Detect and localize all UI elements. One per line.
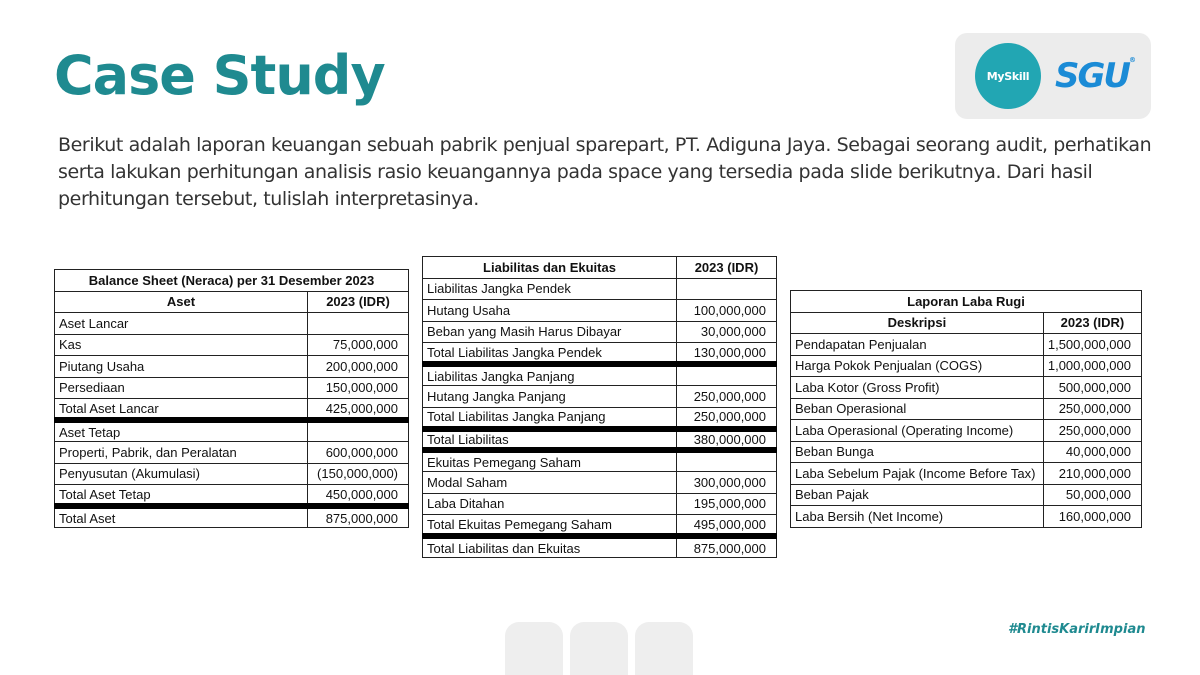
table-row (423, 515, 777, 537)
row-label: Persediaan (55, 377, 308, 399)
table-row (55, 356, 409, 378)
table-row (55, 442, 409, 464)
row-value: 500,000,000 (1043, 377, 1141, 399)
table-row (423, 407, 777, 429)
table-row (423, 321, 777, 343)
row-value: 1,000,000,000 (1043, 355, 1141, 377)
row-label: Piutang Usaha (55, 356, 308, 378)
row-label: Harga Pokok Penjualan (COGS) (791, 355, 1044, 377)
row-label: Ekuitas Pemegang Saham (423, 450, 677, 472)
table-row (423, 450, 777, 472)
row-value: 250,000,000 (1043, 420, 1141, 442)
table-row (55, 334, 409, 356)
row-label: Liabilitas Jangka Panjang (423, 364, 677, 386)
row-value: 150,000,000 (308, 377, 409, 399)
row-value: 200,000,000 (308, 356, 409, 378)
table-row (423, 300, 777, 322)
table-row (791, 420, 1142, 442)
table-row (423, 364, 777, 386)
balance-sheet-title: Balance Sheet (Neraca) per 31 Desember 2023 (55, 270, 409, 292)
row-label: Total Aset (55, 506, 308, 528)
row-label: Hutang Usaha (423, 300, 677, 322)
table-row (791, 377, 1142, 399)
column-header-year: 2023 (IDR) (677, 257, 777, 279)
intro-paragraph: Berikut adalah laporan keuangan sebuah pabrik penjual sparepart, PT. Adiguna Jaya. Sebagai seorang audit, perhatikan serta lakukan perhitungan analisis rasio keuangannya pada space yang tersedia pada slide berikutnya. Dari hasil perhitungan tersebut, tulislah interpretasinya. (58, 134, 1152, 210)
table-row (423, 386, 777, 408)
table-row (423, 493, 777, 515)
row-label: Laba Ditahan (423, 493, 677, 515)
column-header-aset: Aset (55, 291, 308, 313)
row-label: Properti, Pabrik, dan Peralatan (55, 442, 308, 464)
row-label: Liabilitas Jangka Pendek (423, 278, 677, 300)
row-value (308, 420, 409, 442)
logo-panel (955, 33, 1151, 119)
row-value: 100,000,000 (677, 300, 777, 322)
row-value: (150,000,000) (308, 463, 409, 485)
row-value: 875,000,000 (308, 506, 409, 528)
row-label: Beban Bunga (791, 441, 1044, 463)
row-label: Laba Bersih (Net Income) (791, 506, 1044, 528)
row-label: Total Liabilitas (423, 429, 677, 451)
table-row (791, 506, 1142, 528)
liabilities-equity-table (422, 256, 777, 558)
table-row (791, 484, 1142, 506)
table-row (55, 399, 409, 421)
row-label: Laba Kotor (Gross Profit) (791, 377, 1044, 399)
row-value: 250,000,000 (677, 407, 777, 429)
row-label: Total Liabilitas Jangka Pendek (423, 343, 677, 365)
row-label: Laba Sebelum Pajak (Income Before Tax) (791, 463, 1044, 485)
row-label: Modal Saham (423, 472, 677, 494)
row-value: 195,000,000 (677, 493, 777, 515)
table-row (55, 506, 409, 528)
table-row (55, 313, 409, 335)
table-row (423, 472, 777, 494)
row-label: Beban Operasional (791, 398, 1044, 420)
table-row (423, 278, 777, 300)
myskill-logo: MySkill (975, 43, 1041, 109)
row-value: 875,000,000 (677, 536, 777, 558)
row-label: Total Liabilitas dan Ekuitas (423, 536, 677, 558)
row-label: Total Ekuitas Pemegang Saham (423, 515, 677, 537)
table-row (791, 441, 1142, 463)
column-header-deskripsi: Deskripsi (791, 312, 1044, 334)
row-value: 450,000,000 (308, 485, 409, 507)
row-label: Beban yang Masih Harus Dibayar (423, 321, 677, 343)
row-value: 160,000,000 (1043, 506, 1141, 528)
table-row (791, 398, 1142, 420)
row-label: Aset Tetap (55, 420, 308, 442)
row-value: 495,000,000 (677, 515, 777, 537)
row-label: Pendapatan Penjualan (791, 334, 1044, 356)
table-row (791, 463, 1142, 485)
row-label: Beban Pajak (791, 484, 1044, 506)
table-row (55, 485, 409, 507)
column-header-year: 2023 (IDR) (1043, 312, 1141, 334)
table-row (423, 429, 777, 451)
row-label: Hutang Jangka Panjang (423, 386, 677, 408)
table-row (55, 463, 409, 485)
hashtag-label: #RintisKarirImpian (1008, 622, 1146, 637)
balance-sheet-table (54, 269, 409, 528)
table-row (55, 377, 409, 399)
row-value: 130,000,000 (677, 343, 777, 365)
row-value: 50,000,000 (1043, 484, 1141, 506)
row-value: 600,000,000 (308, 442, 409, 464)
row-value: 40,000,000 (1043, 441, 1141, 463)
row-label: Total Aset Lancar (55, 399, 308, 421)
slide-title: Case Study (54, 44, 385, 107)
row-value: 425,000,000 (308, 399, 409, 421)
row-label: Laba Operasional (Operating Income) (791, 420, 1044, 442)
decorative-tab (505, 622, 563, 675)
sgu-logo: SGU® (1055, 56, 1135, 96)
row-value: 380,000,000 (677, 429, 777, 451)
row-label: Total Aset Tetap (55, 485, 308, 507)
row-value: 75,000,000 (308, 334, 409, 356)
table-row (423, 536, 777, 558)
row-value: 30,000,000 (677, 321, 777, 343)
row-label: Aset Lancar (55, 313, 308, 335)
decorative-tab (635, 622, 693, 675)
decorative-tab (570, 622, 628, 675)
column-header-liabilitas: Liabilitas dan Ekuitas (423, 257, 677, 279)
column-header-year: 2023 (IDR) (308, 291, 409, 313)
row-value: 300,000,000 (677, 472, 777, 494)
row-value (308, 313, 409, 335)
row-value (677, 278, 777, 300)
row-value: 250,000,000 (1043, 398, 1141, 420)
row-label: Kas (55, 334, 308, 356)
table-row (55, 420, 409, 442)
row-value (677, 450, 777, 472)
row-label: Total Liabilitas Jangka Panjang (423, 407, 677, 429)
row-value: 210,000,000 (1043, 463, 1141, 485)
row-value: 250,000,000 (677, 386, 777, 408)
income-statement-table (790, 290, 1142, 528)
row-value (677, 364, 777, 386)
row-value: 1,500,000,000 (1043, 334, 1141, 356)
table-row (791, 334, 1142, 356)
income-statement-title: Laporan Laba Rugi (791, 291, 1142, 313)
table-row (423, 343, 777, 365)
table-row (791, 355, 1142, 377)
row-label: Penyusutan (Akumulasi) (55, 463, 308, 485)
